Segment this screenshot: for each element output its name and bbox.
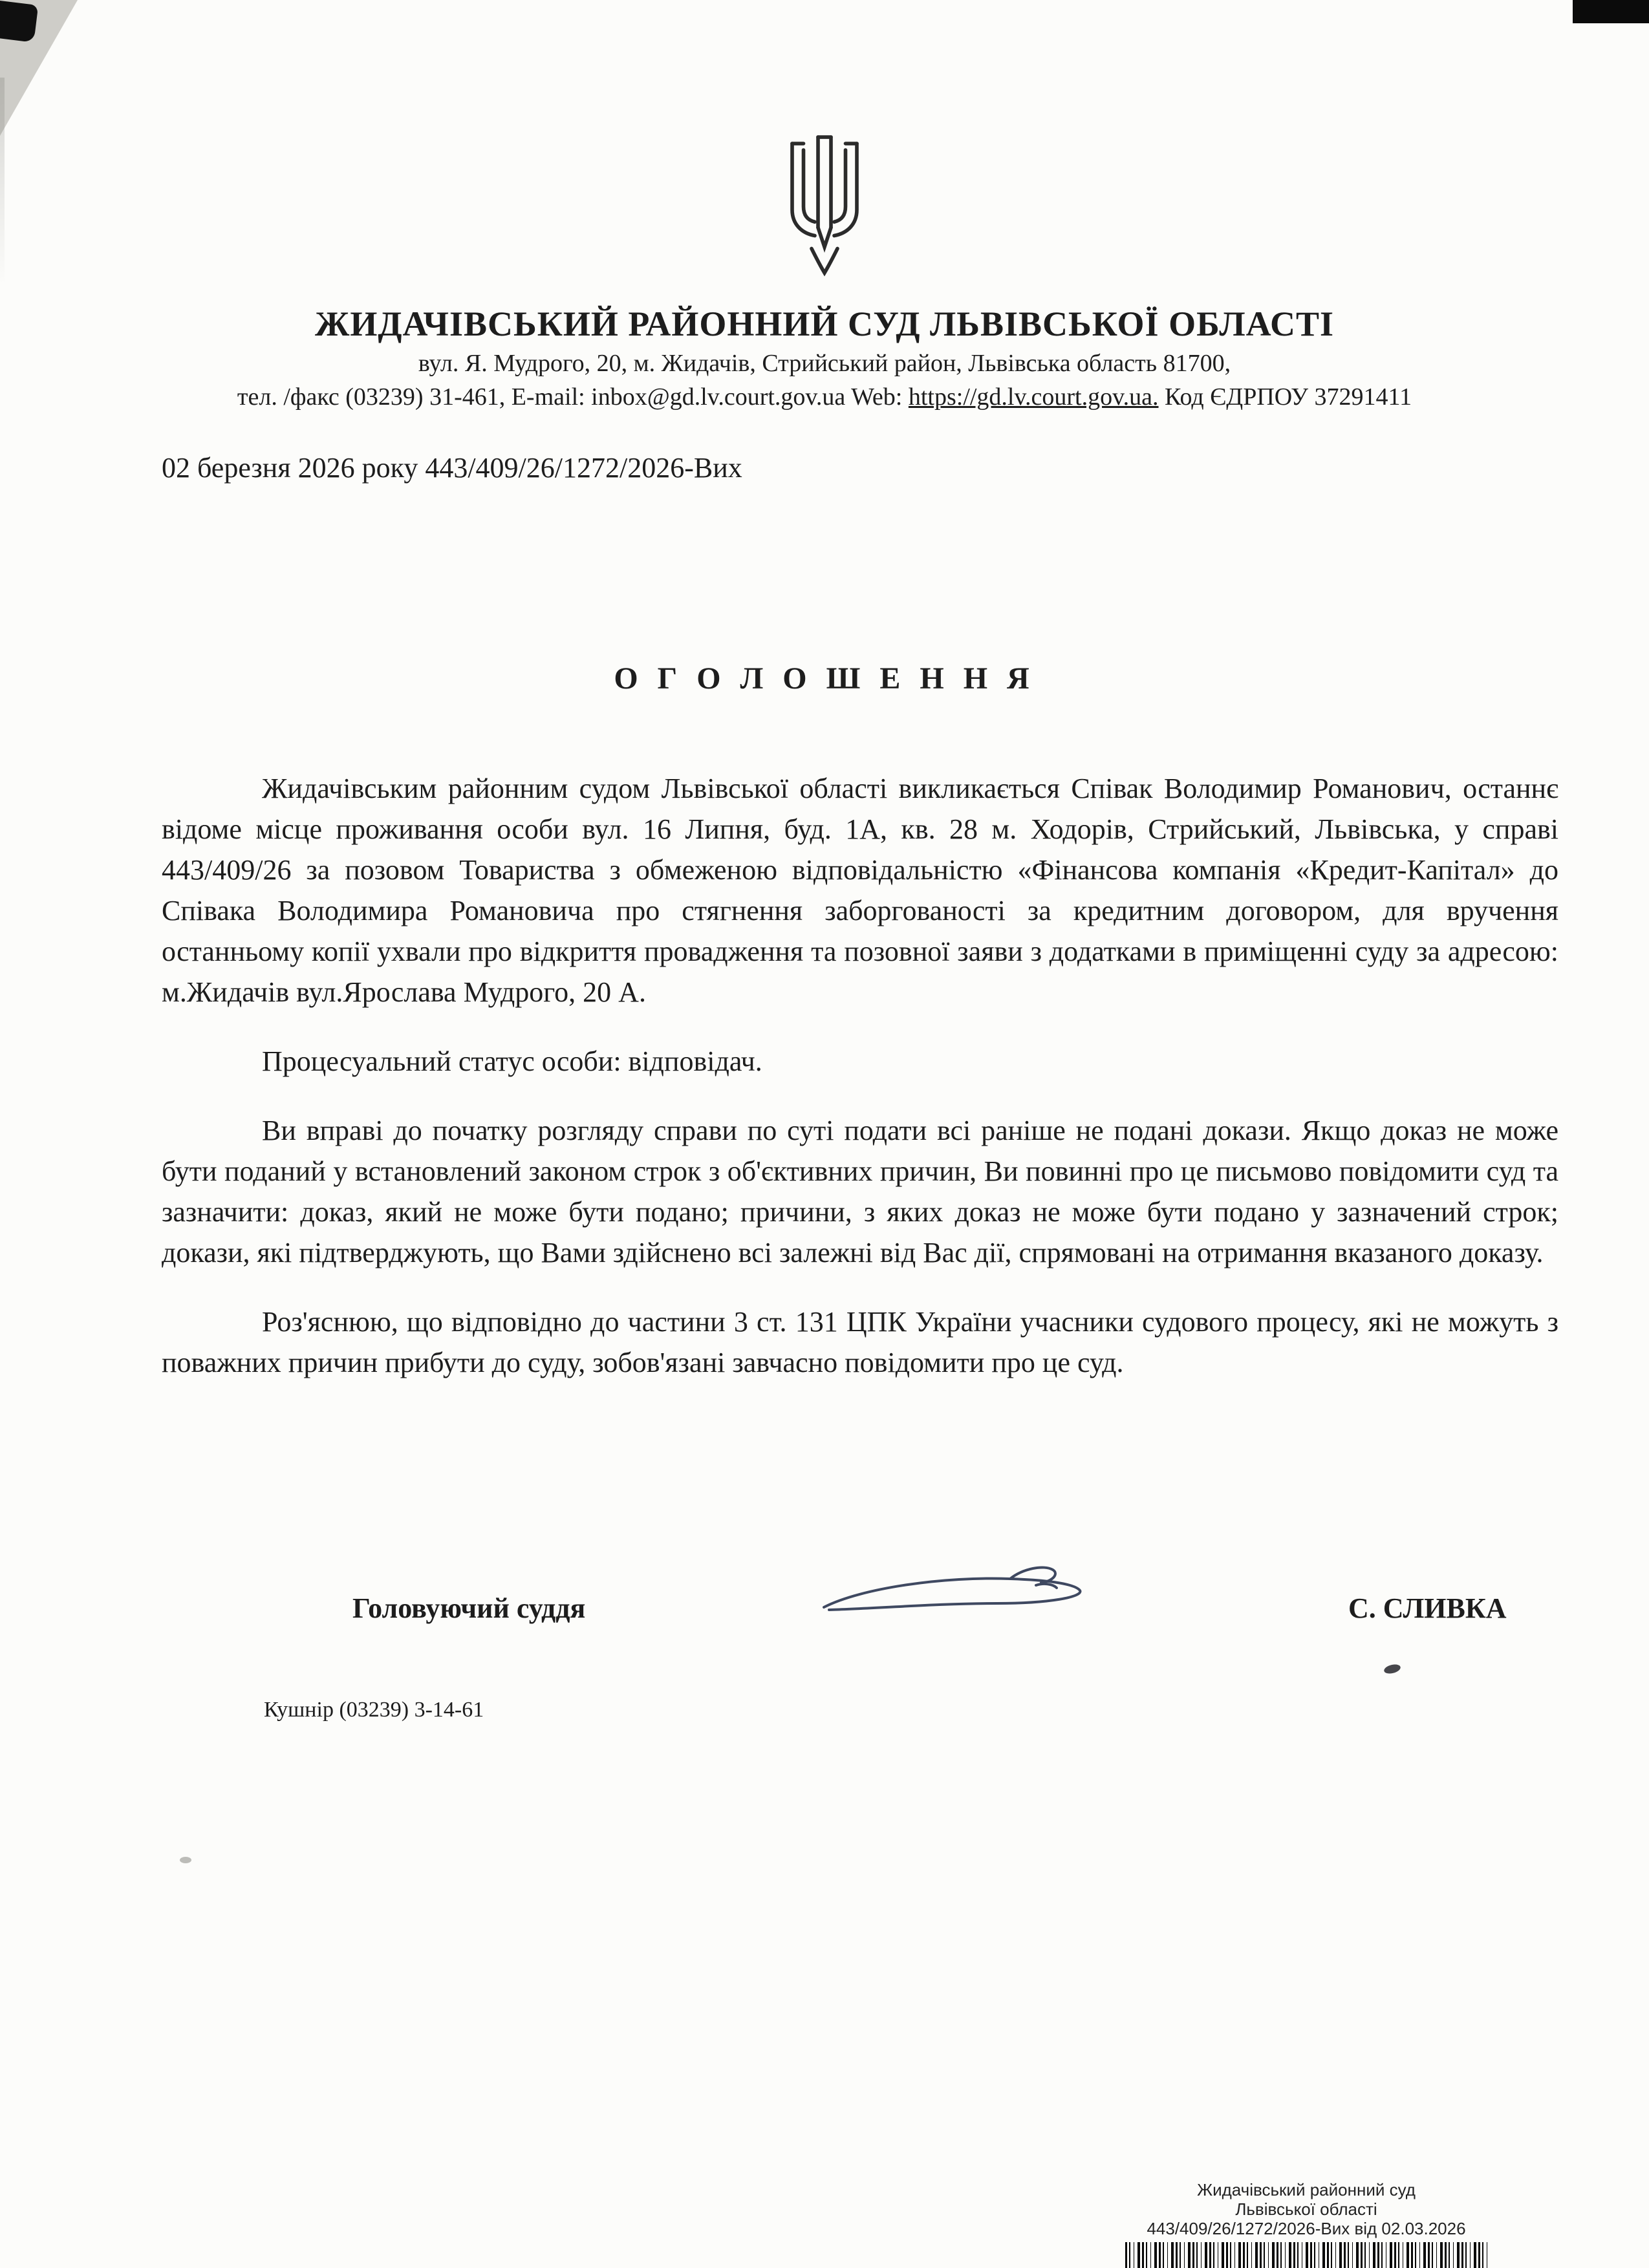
paragraph-summons: Жидачівським районним судом Львівської області викликається Співак Володимир Романович, останнє відоме місце проживання особи вул. 16 Липня, буд. 1А, кв. 28 м. Ходорів, Стрийський, Львівська, у справі 443/409/26 за позовом Товариства з обмеженою відповідальністю «Фінансова компанія «Кредит-Капітал» до Співака Володимира Романовича про стягнення заборгованості за кредитним договором, для вручення останньому копії ухвали про відкриття провадження та позовної заяви з додатками в приміщенні суду за адресою: м.Жидачів вул.Ярослава Мудрого, 20 А. bbox=[162, 773, 1558, 1008]
edrpou-code-text: Код ЄДРПОУ 37291411 bbox=[1158, 383, 1412, 411]
web-url-text: https://gd.lv.court.gov.ua. bbox=[908, 383, 1159, 411]
date-reference-line: 02 березня 2026 року 443/409/26/1272/2026-Вих bbox=[162, 452, 742, 484]
signature-role-label: Головуючий суддя bbox=[352, 1592, 586, 1624]
scan-artifact-ink-dot bbox=[1383, 1663, 1401, 1675]
scan-artifact-ink-dot bbox=[180, 1857, 191, 1863]
court-contacts bbox=[0, 383, 1649, 411]
court-name: ЖИДАЧІВСЬКИЙ РАЙОННИЙ СУД ЛЬВІВСЬКОЇ ОБЛАСТІ bbox=[314, 305, 1334, 343]
scan-artifact-edge-streak bbox=[0, 78, 5, 284]
scan-artifact-ink-blob bbox=[0, 0, 38, 43]
stamp-court-line2: Львівської області bbox=[1235, 2199, 1377, 2219]
handwritten-signature bbox=[816, 1557, 1094, 1638]
ukraine-trident-emblem-icon bbox=[776, 131, 873, 283]
paragraph-evidence-rights: Ви вправі до початку розгляду справи по суті подати всі раніше не подані докази. Якщо доказ не може бути поданий у встановлений законом строк з об'єктивних причин, Ви повинні про це письмово повідомити суд та зазначити: доказ, який не може бути подано; причини, з яких доказ не може бути подано у зазначений строк; докази, які підтверджують, що Вами здійснено всі залежні від Вас дії, спрямовані на отримання вказаного доказу. bbox=[162, 1115, 1558, 1268]
judge-name: С. СЛИВКА bbox=[1348, 1592, 1507, 1624]
court-address: вул. Я. Мудрого, 20, м. Жидачів, Стрийський район, Львівська область 81700, bbox=[418, 350, 1231, 377]
stamp-court-line1: Жидачівський районний суд bbox=[1197, 2180, 1416, 2199]
stamp-reference-line: 443/409/26/1272/2026-Вих від 02.03.2026 bbox=[1147, 2219, 1466, 2238]
barcode bbox=[1125, 2242, 1487, 2268]
document-body bbox=[162, 768, 1558, 1411]
document-title: О Г О Л О Ш Е Н Н Я bbox=[614, 661, 1035, 696]
paragraph-status: Процесуальний статус особи: відповідач. bbox=[262, 1045, 762, 1077]
registration-stamp bbox=[1093, 2180, 1520, 2268]
paragraph-cpc-clarification: Роз'яснюю, що відповідно до частини 3 ст. 131 ЦПК України учасники судового процесу, які не можуть з поважних причин прибути до суду, зобов'язані завчасно повідомити про це суд. bbox=[162, 1306, 1558, 1378]
scan-artifact-corner-bar bbox=[1573, 0, 1649, 23]
clerk-contact-line: Кушнір (03239) 3-14-61 bbox=[264, 1698, 484, 1722]
contact-text: тел. /факс (03239) 31-461, E-mail: inbox@gd.lv.court.gov.ua Web: bbox=[237, 383, 909, 411]
letterhead bbox=[0, 304, 1649, 411]
